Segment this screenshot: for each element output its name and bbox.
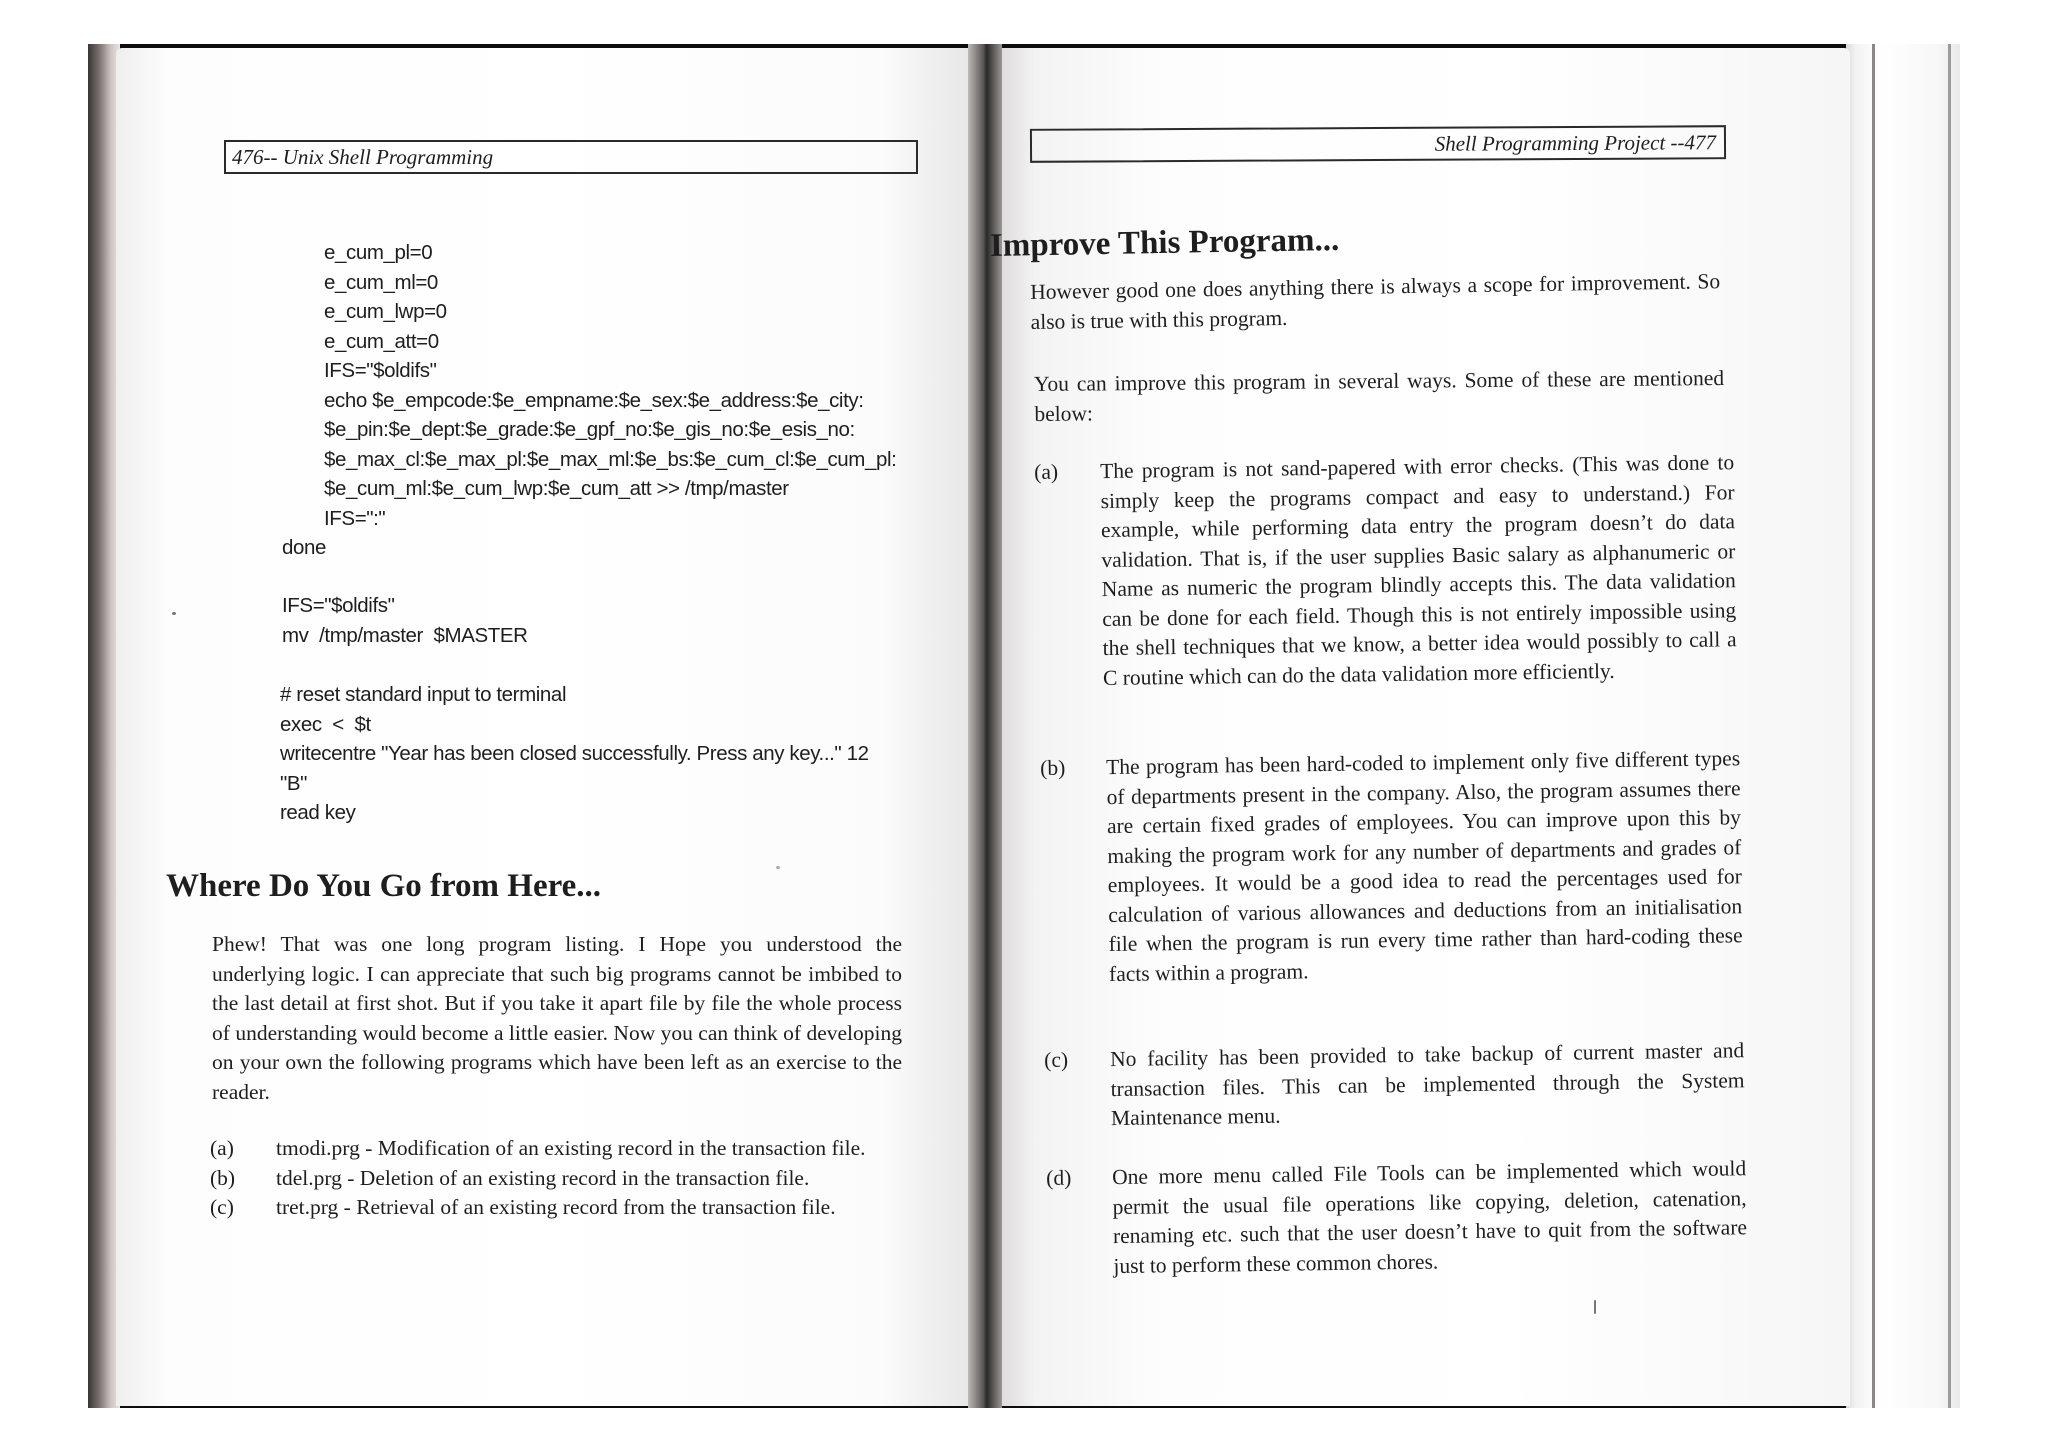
page-edge-line: [1872, 44, 1875, 1408]
list-item-text: tret.prg - Retrieval of an existing record from the transaction file.: [276, 1195, 836, 1219]
list-marker: (c): [210, 1195, 234, 1219]
list-marker: (d): [1046, 1165, 1072, 1190]
list-marker: (b): [1040, 755, 1066, 780]
scan-speck: [776, 866, 780, 869]
list-item: [210, 1134, 904, 1164]
section-heading: Where Do You Go from Here...: [166, 868, 602, 904]
list-marker: (b): [210, 1165, 236, 1190]
list-item-text: tdel.prg - Deletion of an existing record in the transaction file.: [276, 1165, 810, 1190]
exercise-list: [210, 1134, 904, 1223]
left-page-header: 476-- Unix Shell Programming: [224, 140, 918, 174]
list-marker: (a): [210, 1136, 234, 1160]
list-item-text: One more menu called File Tools can be implemented which would permit the usual file operations like copying, deletion, catenation, renaming etc. such that the user doesn’t have to quit from the software just to perform these common chores.: [1112, 1156, 1748, 1278]
list-item-text: No facility has been provided to take backup of current master and transaction files. This can be implemented through the System Maintenance menu.: [1110, 1038, 1745, 1131]
scan-speck: [1594, 1300, 1596, 1314]
body-paragraph: However good one does anything there is always a scope for improvement. So also is true with this program.: [1030, 269, 1721, 334]
list-marker: (a): [1034, 459, 1059, 484]
list-item: [1040, 744, 1743, 990]
body-paragraph: Phew! That was one long program listing. I Hope you understood the underlying logic. I can appreciate that such big programs cannot be imbibed to the last detail at first shot. But if you take it apart file by file the whole process of understanding would become a little easier. Now you can think of developing on your own the following programs which have been left as an exercise to the reader.: [212, 932, 902, 1104]
body-paragraph: You can improve this program in several ways. Some of these are mentioned below:: [1034, 365, 1725, 426]
section-heading: Improve This Program...: [989, 221, 1340, 264]
scan-speck: [172, 612, 176, 615]
book-page-edges-right: [1846, 44, 1960, 1408]
list-item: [1046, 1154, 1748, 1282]
list-item: [1044, 1036, 1745, 1134]
list-item: [1034, 448, 1737, 694]
list-item: [210, 1164, 904, 1194]
right-page-header: Shell Programming Project --477: [1030, 125, 1726, 163]
list-item-text: The program has been hard-coded to implement only five different types of departments present in the company. Also, the program assumes there are certain fixed grades of employees. You can improve upon this by making the program work for any number of departments and grades of employees. It would be a good idea to read the percentages used for calculation of various allowances and deductions from an initialisation file when the program is run every time rather than hard-coding these facts within a program.: [1106, 746, 1743, 986]
code-listing: IFS="$oldifs" mv /tmp/master $MASTER: [282, 594, 528, 647]
list-item-text: The program is not sand-papered with error checks. (This was done to simply keep the programs compact and easy to understand.) For example, while performing data entry the program doesn’t do data validation. That is, if the user supplies Basic salary as alphanumeric or Name as numeric the program blindly accepts this. The data validation can be done for each field. Though this is not entirely impossible using the shell techniques that we know, a better idea would possibly to call a C routine which can do the data validation more efficiently.: [1100, 450, 1737, 690]
code-listing: # reset standard input to terminal exec < $t writecentre "Year has been closed successfully. Press any key..." 12 "B" read key: [280, 683, 869, 824]
page-edge-line: [1948, 44, 1951, 1408]
list-item: [210, 1193, 904, 1223]
list-marker: (c): [1044, 1047, 1069, 1072]
list-item-text: tmodi.prg - Modification of an existing record in the transaction file.: [276, 1136, 866, 1160]
code-listing: done: [282, 536, 327, 559]
code-listing: e_cum_pl=0 e_cum_ml=0 e_cum_lwp=0 e_cum_att=0 IFS="$oldifs" echo $e_empcode:$e_empname:$e_sex:$e_address:$e_city: $e_pin:$e_dept:$e_grade:$e_gpf_no:$e_gis_no:$e_esis_no: $e_max_cl:$e_max_pl:$e_max_ml:$e_bs:$e_cum_cl:$e_cum_pl: $e_cum_ml:$e_cum_lwp:$e_cum_att >> /tmp/master IFS=":": [324, 241, 897, 530]
